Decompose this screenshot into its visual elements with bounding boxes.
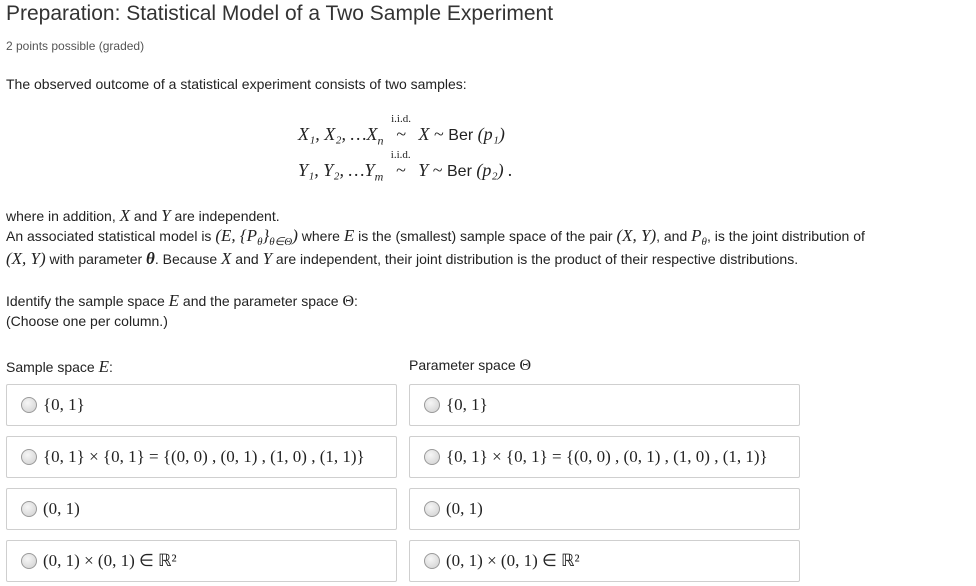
eq1-sub: n xyxy=(377,133,384,148)
option-label: (0, 1) xyxy=(43,499,80,518)
eq2-ber: Ber xyxy=(447,163,472,180)
para2-e: E xyxy=(343,226,355,245)
para3-a: with parameter xyxy=(45,251,147,267)
option-label: {0, 1} × {0, 1} = {(0, 0) , (0, 1) , (1, 0) , (1, 1)} xyxy=(43,447,365,466)
para1-x: X xyxy=(119,206,131,225)
identify-c: : xyxy=(354,293,358,309)
eq2-iid xyxy=(388,149,414,181)
sample-option-2[interactable] xyxy=(6,436,397,478)
sample-option-3[interactable] xyxy=(6,488,397,530)
radio-button[interactable] xyxy=(424,501,440,517)
para2-p: P xyxy=(691,226,702,245)
model-text xyxy=(6,226,865,248)
option-label: (0, 1) × (0, 1) ∈ ℝ² xyxy=(43,551,177,570)
identify-text xyxy=(6,291,358,311)
independence-text xyxy=(6,206,280,226)
identify-theta: Θ xyxy=(342,293,355,310)
para3-x: X xyxy=(221,249,232,268)
option-label: {0, 1} xyxy=(43,395,85,414)
para2-d: , and xyxy=(656,228,692,244)
equation-x-sample xyxy=(298,113,505,149)
para3-theta: θ xyxy=(146,249,155,268)
equation-y-sample xyxy=(298,149,513,185)
option-label: (0, 1) × (0, 1) ∈ ℝ² xyxy=(446,551,580,570)
param-header-label: Parameter space xyxy=(409,357,520,373)
para2-c: is the (smallest) sample space of the pair xyxy=(354,228,617,244)
eq2-sim: ~ xyxy=(432,160,443,180)
param-option-2[interactable] xyxy=(409,436,800,478)
para2-b: where xyxy=(297,228,344,244)
para1-y: Y xyxy=(161,206,171,225)
joint-distribution-text xyxy=(6,249,798,269)
identify-e: E xyxy=(168,291,180,310)
parameter-space-header xyxy=(409,357,531,375)
para1-a: where in addition, xyxy=(6,208,120,224)
sample-option-1[interactable] xyxy=(6,384,397,426)
eq2-param: (p₂) . xyxy=(476,160,513,180)
eq1-iid-label: i.i.d. xyxy=(391,113,411,125)
radio-button[interactable] xyxy=(424,397,440,413)
sample-header-colon: : xyxy=(109,359,113,375)
sample-option-4[interactable] xyxy=(6,540,397,582)
radio-button[interactable] xyxy=(424,449,440,465)
radio-button[interactable] xyxy=(21,553,37,569)
para3-y: Y xyxy=(262,249,273,268)
radio-button[interactable] xyxy=(21,449,37,465)
eq2-iid-label: i.i.d. xyxy=(390,149,411,161)
points-possible: 2 points possible (graded) xyxy=(6,39,145,53)
option-label: {0, 1} xyxy=(446,395,488,414)
intro-text: The observed outcome of a statistical experiment consists of two samples: xyxy=(6,76,467,92)
para2-model: (E, {P xyxy=(215,226,258,245)
para3-b: . Because xyxy=(154,251,222,267)
eq2-lhs: Y₁, Y₂, …Y xyxy=(298,160,375,180)
para2-close: } xyxy=(262,226,270,245)
radio-button[interactable] xyxy=(21,397,37,413)
para1-c: are independent. xyxy=(170,208,280,224)
eq2-sub: m xyxy=(374,169,384,184)
sample-header-label: Sample space xyxy=(6,359,99,375)
param-header-theta: Θ xyxy=(519,357,532,374)
eq1-ber: Ber xyxy=(448,127,474,144)
para3-c: and xyxy=(231,251,263,267)
eq1-param: (p₁) xyxy=(477,124,505,144)
param-option-4[interactable] xyxy=(409,540,800,582)
para2-p-theta: θ xyxy=(701,235,707,248)
para3-pair: (X, Y) xyxy=(6,249,46,268)
eq2-var: Y xyxy=(418,160,429,180)
choose-text: (Choose one per column.) xyxy=(6,313,168,329)
param-option-3[interactable] xyxy=(409,488,800,530)
eq1-sim: ~ xyxy=(434,124,444,144)
identify-b: and the parameter space xyxy=(179,293,343,309)
identify-a: Identify the sample space xyxy=(6,293,169,309)
para2-pair: (X, Y) xyxy=(616,226,657,245)
para2-end: ) xyxy=(292,226,298,245)
eq1-tilde: ~ xyxy=(396,124,406,144)
para1-b: and xyxy=(130,208,162,224)
sample-space-header xyxy=(6,357,113,377)
sample-header-e: E xyxy=(98,357,109,376)
radio-button[interactable] xyxy=(424,553,440,569)
option-label: {0, 1} × {0, 1} = {(0, 0) , (0, 1) , (1, 0) , (1, 1)} xyxy=(446,447,768,466)
para2-theta: θ xyxy=(257,235,263,248)
problem-title: Preparation: Statistical Model of a Two Sample Experiment xyxy=(6,2,554,25)
para2-a: An associated statistical model is xyxy=(6,228,216,244)
option-label: (0, 1) xyxy=(446,499,483,518)
eq1-lhs: X₁, X₂, …X xyxy=(298,124,378,144)
para3-d: are independent, their joint distribution is the product of their respective distributions. xyxy=(272,251,799,267)
para2-e-text: , is the joint distribution of xyxy=(706,228,865,244)
para2-sub: θ∈Θ xyxy=(269,235,293,248)
eq2-tilde: ~ xyxy=(395,160,406,180)
eq1-var: X xyxy=(418,124,430,144)
eq1-iid xyxy=(388,113,414,145)
radio-button[interactable] xyxy=(21,501,37,517)
param-option-1[interactable] xyxy=(409,384,800,426)
